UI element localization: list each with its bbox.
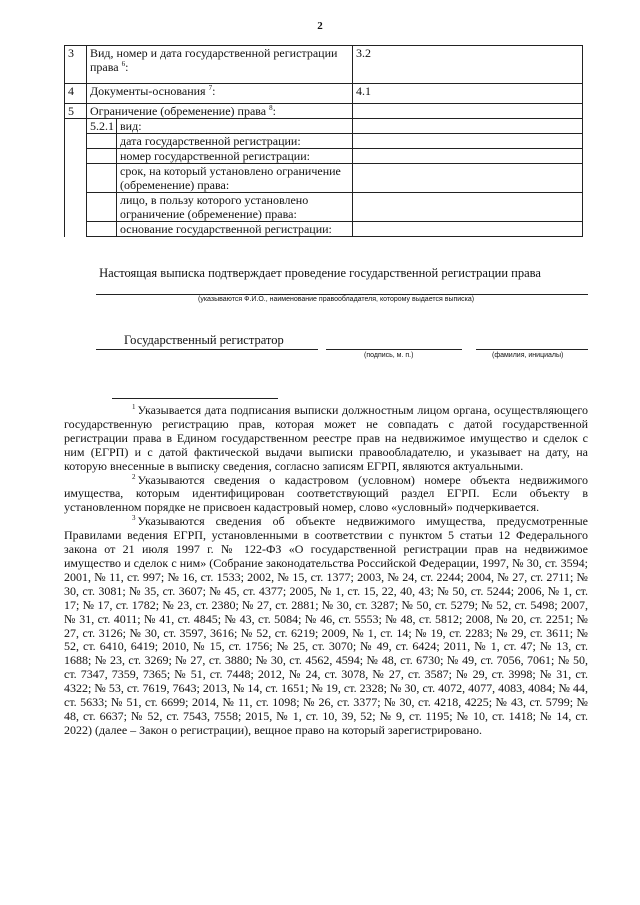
field-label: основание государственной регистрации: [117, 222, 353, 237]
footnote-number: 1 [132, 403, 136, 411]
row-number: 4 [65, 84, 87, 104]
field-value [353, 164, 583, 193]
footnote-3 [64, 515, 588, 738]
field-label: лицо, в пользу которого установлено ограничение (обременение) права: [117, 193, 353, 222]
footnote-separator [112, 398, 278, 399]
row-value [353, 104, 583, 119]
confirmation-text: Настоящая выписка подтверждает проведение государственной регистрации права [99, 266, 541, 280]
table-row [65, 193, 583, 222]
row-label [87, 84, 353, 104]
footnote-ref: 8 [269, 104, 273, 112]
field-label: вид: [117, 119, 353, 134]
footnote-number: 2 [132, 472, 136, 481]
empty-cell [87, 222, 117, 237]
field-value [353, 193, 583, 222]
field-label: срок, на который установлено ограничение (обременение) права: [117, 164, 353, 193]
footnote-2 [64, 474, 588, 516]
row-label-colon: : [272, 104, 276, 118]
footnote-1 [64, 404, 588, 474]
footnote-ref: 6 [121, 60, 126, 68]
footnote-text: Указываются сведения о кадастровом (условном) номере объекта недвижимого имущества, которым идентифицирован соответствующий раздел ЕГРП. Если объекту в установленном порядке не присвоен кадастровый номер, слово «условный» подчеркивается. [64, 472, 588, 515]
holder-caption: (указываются Ф.И.О., наименование правообладателя, которому выдается выписка) [198, 296, 475, 303]
empty-cell [87, 164, 117, 193]
row-label-colon: : [125, 60, 129, 74]
field-label: дата государственной регистрации: [117, 134, 353, 149]
empty-cell [87, 149, 117, 164]
page-number: 2 [317, 20, 323, 32]
row-number: 3 [65, 46, 87, 84]
footnotes [64, 404, 588, 738]
field-value [353, 134, 583, 149]
registrar-label: Государственный регистратор [124, 333, 284, 347]
footnote-number: 3 [132, 514, 136, 523]
registrar-line [96, 349, 318, 350]
field-value [353, 149, 583, 164]
name-line [476, 349, 588, 350]
table-row-4 [65, 84, 583, 104]
row-ref: 4.1 [353, 84, 583, 104]
row-label-text: Вид, номер и дата государственной регистрации права [90, 46, 338, 74]
table-row-3 [65, 46, 583, 84]
row-number: 5 [65, 104, 87, 119]
row-label [87, 104, 353, 119]
field-value [353, 222, 583, 237]
row-ref: 3.2 [353, 46, 583, 84]
name-caption: (фамилия, инициалы) [492, 352, 564, 359]
holder-line [96, 294, 588, 295]
table-row [65, 149, 583, 164]
row-label [87, 46, 353, 84]
footnote-text: Указывается дата подписания выписки должностным лицом органа, осуществляющего государственную регистрацию прав, которая может не совпадать с датой государственной регистрации права в Едином государственном реестре прав на недвижимое имущество и сделок с ним (ЕГРП) и с датой фактической выдачи выписки правообладателю, и указывает на дату, на которую внесенные в выписку сведения, согласно записям ЕГРП, являются актуальными. [64, 403, 588, 473]
signature-line [326, 349, 462, 350]
field-value [353, 119, 583, 134]
row-label-colon: : [212, 84, 216, 98]
empty-cell [87, 134, 117, 149]
field-label: номер государственной регистрации: [117, 149, 353, 164]
table-row [65, 222, 583, 237]
row-label-text: Документы-основания [90, 84, 206, 98]
row-label-text: Ограничение (обременение) права [90, 104, 267, 118]
footnote-text: Указываются сведения об объекте недвижимого имущества, предусмотренные Правилами ведения ЕГРП, установленными в соответствии с пунктом 5 статьи 12 Федерального закона от 21 июля 1997 г. № 122-ФЗ «О государственной регистрации прав на недвижимое имущество и сделок с ним» (Собрание законодательства Российской Федерации, 1997, № 30, ст. 3594; 2001, № 11, ст. 997; № 16, ст. 1533; 2002, № 15, ст. 1377; 2003, № 24, ст. 2244; 2004, № 27, ст. 2711; № 30, ст. 3081; № 35, ст. 3607; № 45, ст. 4377; 2005, № 1, ст. 15, 22, 40, 43; № 50, ст. 5244; 2006, № 1, ст. 17; № 17, ст. 1782; № 23, ст. 2380; № 27, ст. 2881; № 30, ст. 3287; № 50, ст. 5279; № 52, ст. 5498; 2007, № 31, ст. 4011; № 41, ст. 4845; № 43, ст. 5084; № 46, ст. 5553; № 48, ст. 5812; 2008, № 20, ст. 2251; № 27, ст. 3126; № 30, ст. 3597, 3616; № 52, ст. 6219; 2009, № 1, ст. 14; № 19, ст. 2283; № 29, ст. 3611; № 52, ст. 6410, 6419; 2010, № 15, ст. 1756; № 25, ст. 3070; № 49, ст. 6424; 2011, № 1, ст. 47; № 13, ст. 1688; № 23, ст. 3269; № 27, ст. 3880; № 30, ст. 4562, 4594; № 48, ст. 6730; № 49, ст. 7056, 7061; № 50, ст. 7347, 7359, 7365; № 51, ст. 7448; 2012, № 24, ст. 3078, № 27, ст. 3587; № 29, ст. 3998; № 31, ст. 4322; № 53, ст. 7619, 7643; 2013, № 14, ст. 1651; № 19, ст. 2328; № 30, ст. 4072, 4077, 4083, 4084; № 44, ст. 5633; № 51, ст. 6699; 2014, № 11, ст. 1098; № 26, ст. 3377; № 30, ст. 4218, 4225; № 43, ст. 5799; № 48, ст. 6637; № 52, ст. 7543, 7558; 2015, № 1, ст. 10, 39, 52; № 9, ст. 1195; № 10, ст. 1418; № 14, ст. 2022) (далее – Закон о регистрации), вещное право на который зарегистрировано. [64, 514, 588, 737]
table-row-5 [65, 104, 583, 119]
table-row [65, 134, 583, 149]
empty-cell [65, 119, 87, 237]
signature-caption: (подпись, м. п.) [364, 352, 414, 359]
empty-cell [87, 193, 117, 222]
registration-table [64, 45, 583, 237]
table-row-521 [65, 119, 583, 134]
row-number: 5.2.1 [87, 119, 117, 134]
footnote-ref: 7 [208, 84, 213, 92]
table-row [65, 164, 583, 193]
